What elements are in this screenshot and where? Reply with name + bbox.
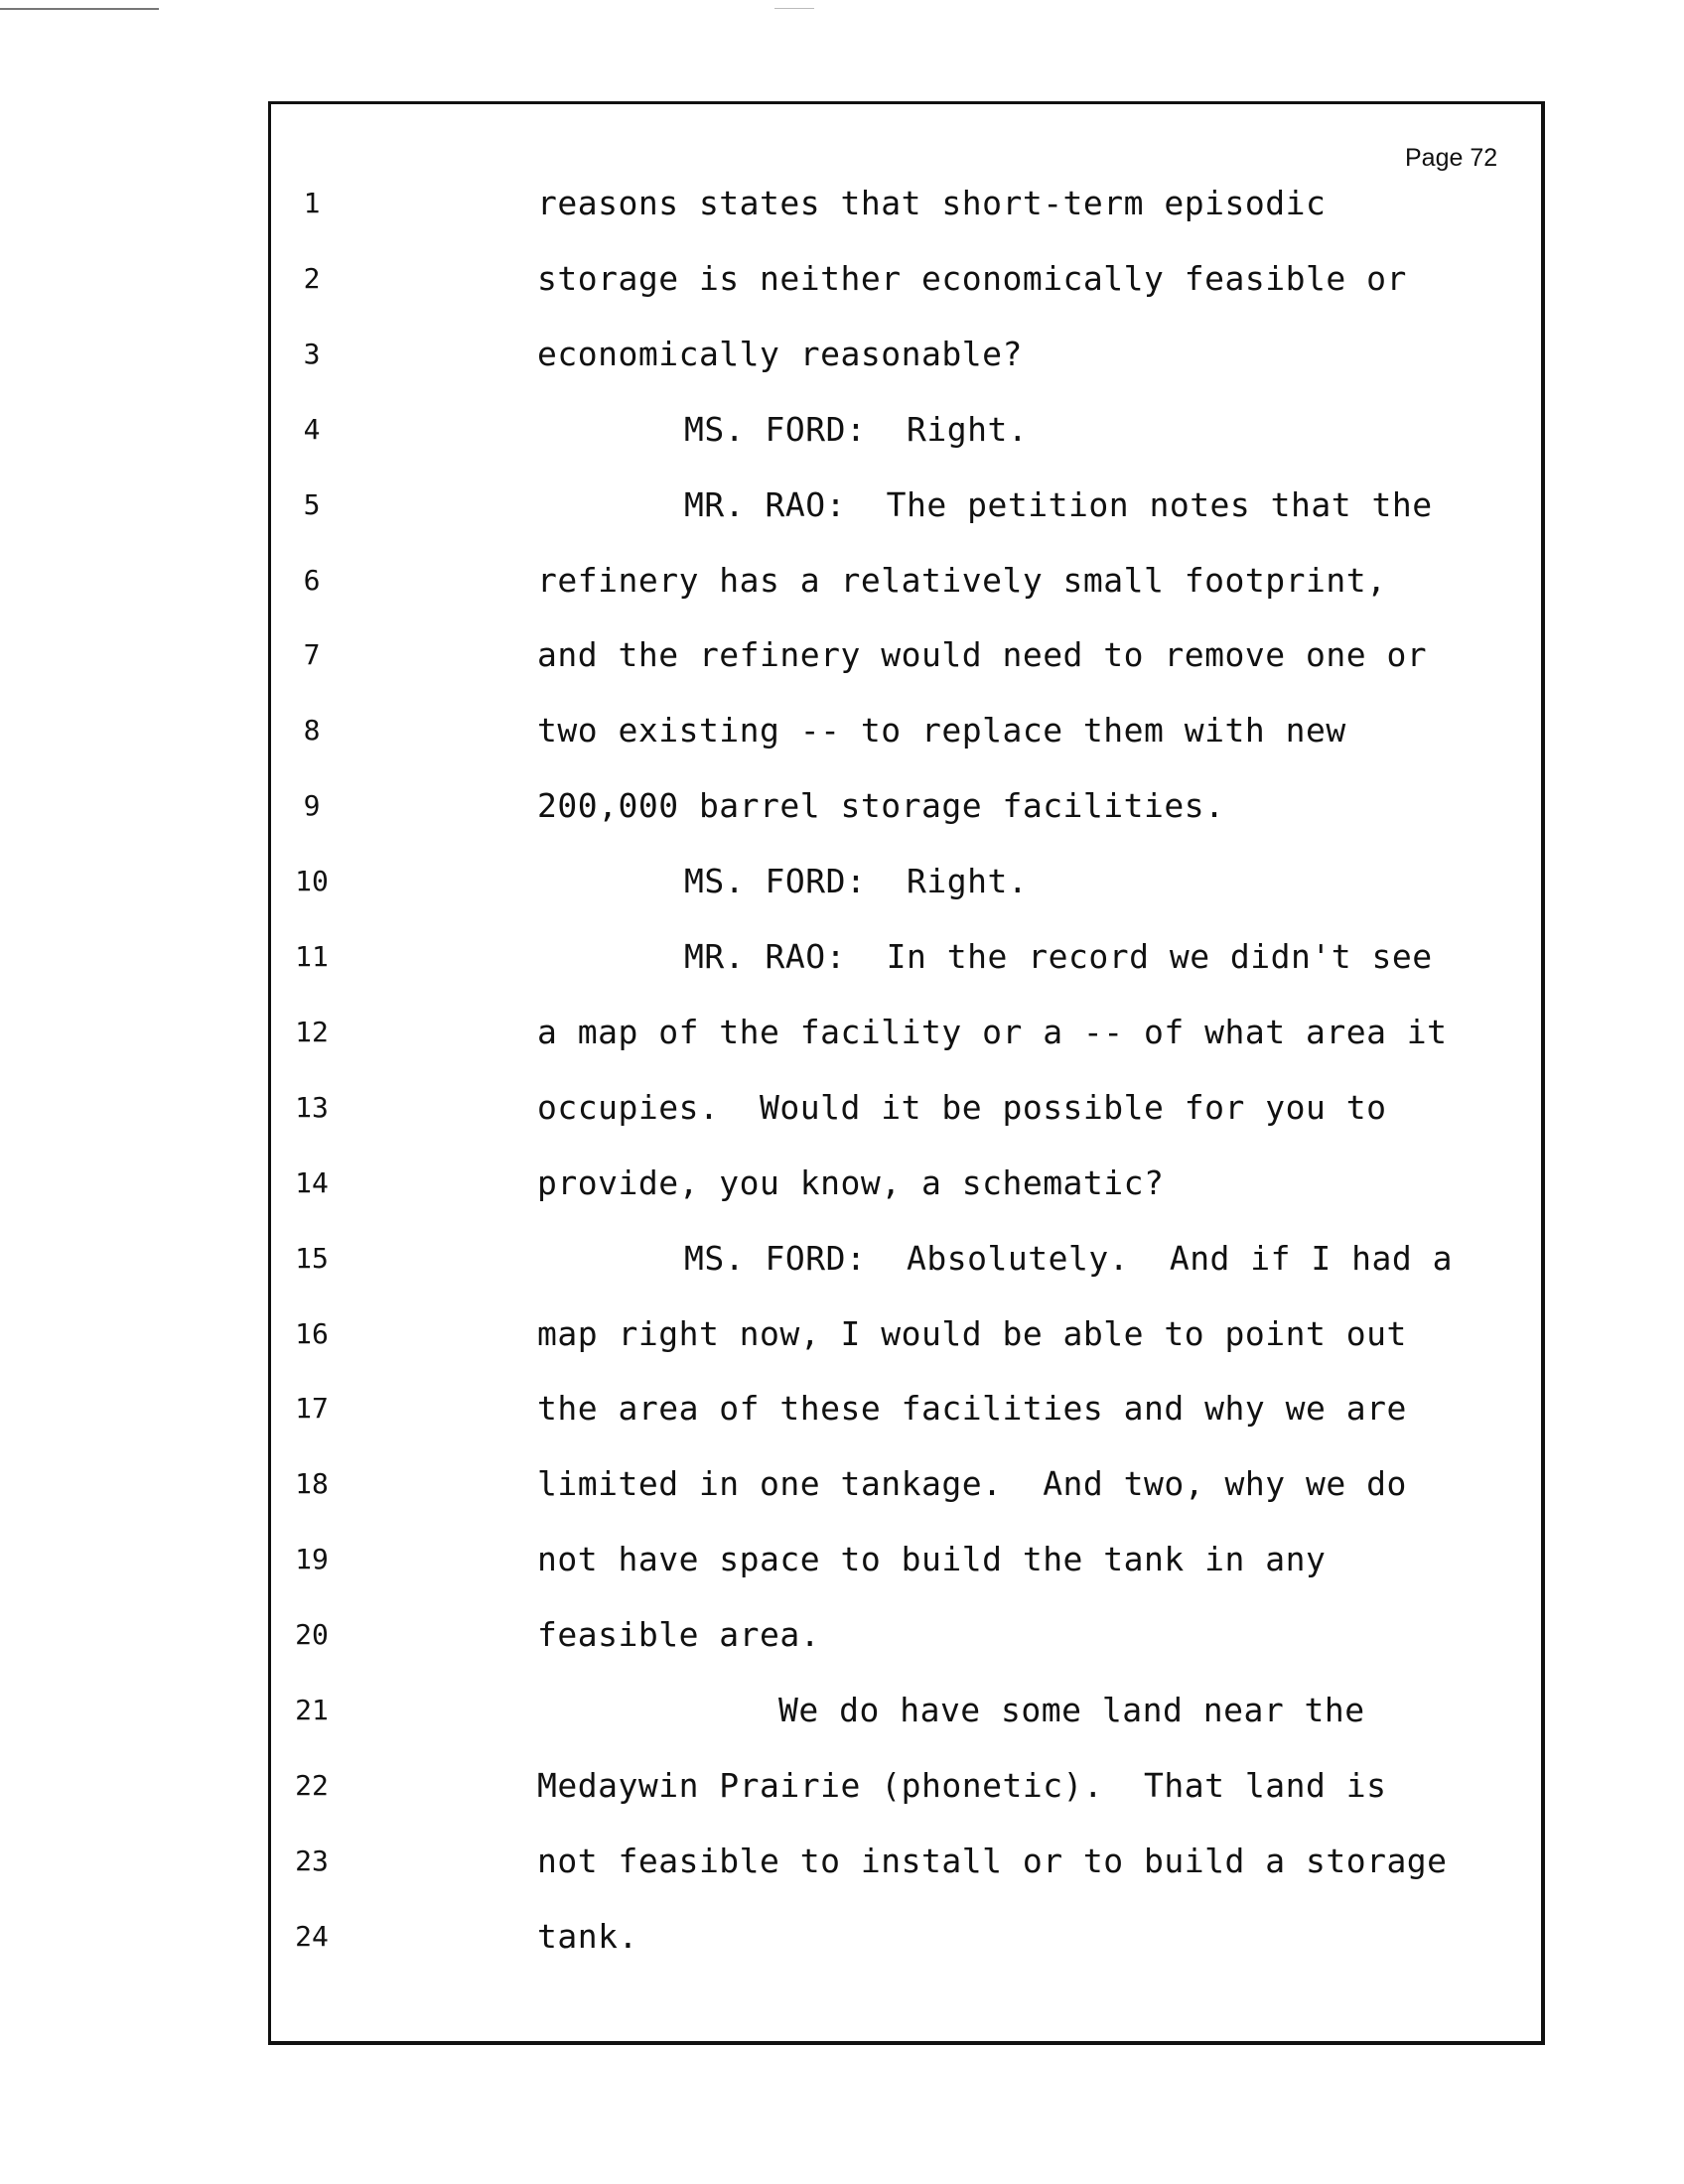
line-text: reasons states that short-term episodic (537, 184, 1327, 222)
transcript-line (0, 330, 1684, 379)
line-number: 24 (295, 1919, 329, 1953)
line-number: 17 (295, 1392, 329, 1426)
line-text: storage is neither economically feasible or (537, 258, 1407, 298)
transcript-line (0, 630, 1684, 680)
transcript-line (0, 1309, 1684, 1359)
line-text: MS. FORD: Right. (684, 409, 1029, 449)
line-number: 5 (303, 487, 321, 521)
line-number: 4 (303, 412, 321, 446)
scan-artifact-top-left (0, 8, 159, 10)
line-number: 16 (295, 1316, 329, 1350)
line-text: MR. RAO: In the record we didn't see (684, 937, 1433, 976)
transcript-line (0, 480, 1684, 530)
line-text: Medaywin Prairie (phonetic). That land is (537, 1765, 1387, 1805)
line-text: limited in one tankage. And two, why we do (537, 1464, 1407, 1504)
transcript-line (0, 932, 1684, 982)
line-text: We do have some land near the (778, 1691, 1365, 1729)
line-text: 200,000 barrel storage facilities. (537, 786, 1225, 826)
transcript-page-frame (268, 101, 1545, 2045)
line-text: two existing -- to replace them with new (537, 711, 1346, 751)
line-number: 11 (295, 940, 329, 973)
line-number: 1 (303, 187, 321, 219)
transcript-line (0, 254, 1684, 304)
transcript-line (0, 1384, 1684, 1433)
line-text: provide, you know, a schematic? (537, 1162, 1165, 1202)
line-text: map right now, I would be able to point out (537, 1313, 1407, 1353)
line-text: economically reasonable? (537, 334, 1023, 373)
transcript-line (0, 1761, 1684, 1811)
line-number: 23 (295, 1843, 329, 1877)
line-text: not feasible to install or to build a storage (537, 1841, 1448, 1880)
transcript-line (0, 1535, 1684, 1584)
line-text: and the refinery would need to remove one or (537, 635, 1428, 675)
transcript-line (0, 1912, 1684, 1962)
line-number: 22 (295, 1768, 329, 1802)
line-text: MR. RAO: The petition notes that the (684, 484, 1433, 524)
transcript-line (0, 706, 1684, 755)
line-number: 12 (295, 1015, 329, 1048)
line-number: 9 (303, 789, 321, 823)
transcript-line (0, 857, 1684, 906)
transcript-line (0, 1159, 1684, 1208)
transcript-line (0, 1837, 1684, 1886)
scan-artifact-top-center (774, 8, 814, 9)
transcript-line (0, 556, 1684, 606)
line-text: not have space to build the tank in any (537, 1540, 1327, 1579)
line-number: 2 (303, 261, 321, 295)
line-number: 14 (295, 1165, 329, 1199)
line-number: 7 (303, 638, 321, 672)
line-number: 10 (295, 865, 329, 898)
transcript-line (0, 1686, 1684, 1735)
line-number: 21 (295, 1694, 329, 1726)
line-number: 13 (295, 1090, 329, 1124)
line-text: feasible area. (537, 1615, 821, 1655)
line-text: a map of the facility or a -- of what area it (537, 1012, 1448, 1051)
line-number: 15 (295, 1241, 329, 1275)
transcript-line (0, 405, 1684, 455)
line-number: 19 (295, 1543, 329, 1576)
line-number: 8 (303, 714, 321, 748)
line-number: 6 (303, 563, 321, 597)
line-number: 18 (295, 1467, 329, 1501)
line-text: occupies. Would it be possible for you to (537, 1087, 1387, 1127)
page-number: Page 72 (1405, 144, 1498, 172)
line-text: refinery has a relatively small footprint, (537, 560, 1387, 600)
transcript-line (0, 1234, 1684, 1284)
line-text: tank. (537, 1916, 638, 1956)
line-number: 20 (295, 1618, 329, 1652)
transcript-line (0, 1610, 1684, 1660)
transcript-line (0, 179, 1684, 228)
line-text: MS. FORD: Right. (684, 862, 1029, 901)
line-text: MS. FORD: Absolutely. And if I had a (684, 1238, 1453, 1278)
line-text: the area of these facilities and why we are (537, 1389, 1407, 1429)
line-number: 3 (303, 337, 321, 370)
transcript-line (0, 1459, 1684, 1509)
transcript-line (0, 1083, 1684, 1133)
transcript-line (0, 781, 1684, 831)
transcript-line (0, 1008, 1684, 1057)
